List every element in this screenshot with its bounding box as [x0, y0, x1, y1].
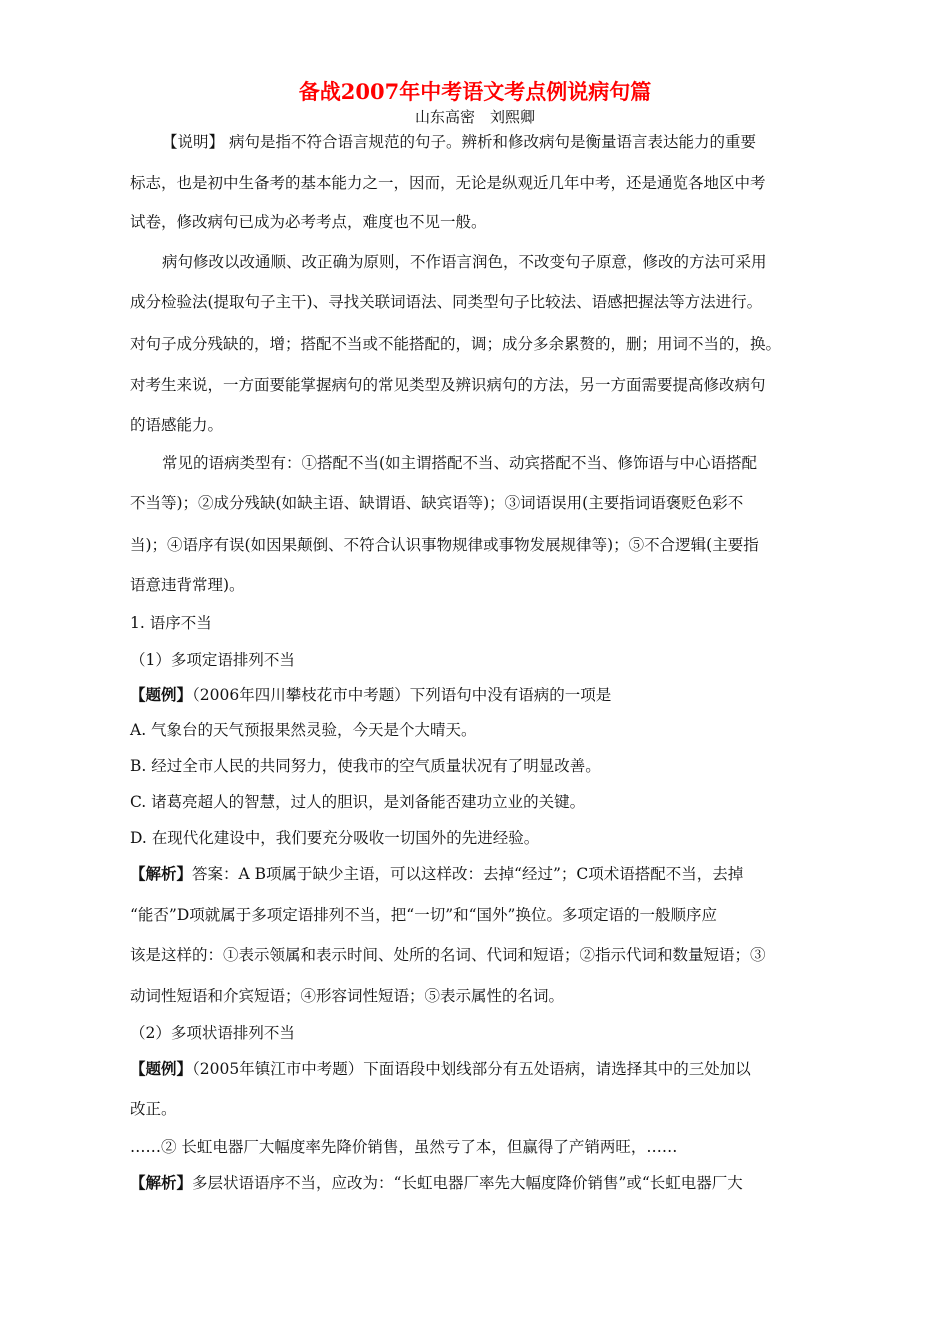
- option-a: A. 气象台的天气预报果然灵验，今天是个大晴天。: [130, 721, 477, 739]
- para2-line-1: 病句修改以改通顺、改正确为原则，不作语言润色，不改变句子原意，修改的方法可采用: [162, 253, 767, 271]
- subsection-heading-2: （2）多项状语排列不当: [130, 1024, 295, 1042]
- option-c: C. 诸葛亮超人的智慧，过人的胆识，是刘备能否建功立业的关键。: [130, 793, 586, 811]
- para2-line-5: 的语感能力。: [130, 416, 224, 434]
- example-1-text: （2006年四川攀枝花市中考题）下列语句中没有语病的一项是: [192, 686, 612, 704]
- subsection-heading-1: （1）多项定语排列不当: [130, 651, 295, 669]
- section-heading-1: 1. 语序不当: [130, 614, 212, 632]
- analysis-1-text: 答案：A B项属于缺少主语，可以这样改：去掉“经过”；C项术语搭配不当，去掉: [192, 865, 744, 883]
- option-b: B. 经过全市人民的共同努力，使我市的空气质量状况有了明显改善。: [130, 757, 601, 775]
- para3-line-4: 语意违背常理)。: [130, 576, 245, 594]
- para2-line-4: 对考生来说，一方面要能掌握病句的常见类型及辨识病句的方法，另一方面需要提高修改病句: [130, 376, 766, 394]
- intro-line-1: [162, 131, 756, 153]
- author-line: 山东高密 刘熙卿: [414, 108, 535, 126]
- analysis-2-line: [130, 1172, 743, 1194]
- analysis-1-label: 【解析】: [130, 864, 193, 883]
- para2-line-3: 对句子成分残缺的，增；搭配不当或不能搭配的，调；成分多余累赘的，删；用词不当的，换。: [130, 335, 782, 353]
- para3-line-1: 常见的语病类型有：①搭配不当(如主谓搭配不当、动宾搭配不当、修饰语与中心语搭配: [162, 454, 758, 472]
- example-1-label: 【题例】: [130, 685, 193, 704]
- excerpt-line: ……② 长虹电器厂大幅度率先降价销售，虽然亏了本，但赢得了产销两旺，……: [130, 1138, 678, 1156]
- example-1-line: [130, 684, 611, 706]
- para3-line-2: 不当等)；②成分残缺(如缺主语、缺谓语、缺宾语等)；③词语误用(主要指词语褒贬色彩不: [130, 494, 744, 512]
- analysis-1-line-4: 动词性短语和介宾短语；④形容词性短语；⑤表示属性的名词。: [130, 987, 565, 1005]
- para2-line-2: 成分检验法(提取句子主干)、寻找关联词语法、同类型句子比较法、语感把握法等方法进行。: [130, 293, 763, 311]
- analysis-2-text: 多层状语语序不当，应改为：“长虹电器厂率先大幅度降价销售”或“长虹电器厂大: [192, 1174, 743, 1192]
- option-d: D. 在现代化建设中，我们要充分吸收一切国外的先进经验。: [130, 829, 540, 847]
- analysis-1-line-2: “能否”D项就属于多项定语排列不当，把“一切”和“国外”换位。多项定语的一般顺序应: [130, 906, 717, 924]
- analysis-1-line-1: [130, 863, 743, 885]
- analysis-2-label: 【解析】: [130, 1173, 193, 1192]
- analysis-1-line-3: 该是这样的：①表示领属和表示时间、处所的名词、代词和短语；②指示代词和数量短语；③: [130, 946, 766, 964]
- intro-label: 【说明】: [162, 133, 225, 151]
- intro-text-1: 病句是指不符合语言规范的句子。辨析和修改病句是衡量语言表达能力的重要: [224, 133, 756, 151]
- example-2-continuation: 改正。: [130, 1100, 177, 1118]
- intro-line-3: 试卷，修改病句已成为必考考点，难度也不见一般。: [130, 213, 487, 231]
- intro-line-2: 标志，也是初中生备考的基本能力之一，因而，无论是纵观近几年中考，还是通览各地区中考: [130, 174, 766, 192]
- example-2-text: （2005年镇江市中考题）下面语段中划线部分有五处语病，请选择其中的三处加以: [192, 1060, 751, 1078]
- example-2-line: [130, 1058, 751, 1080]
- para3-line-3: 当)；④语序有误(如因果颠倒、不符合认识事物规律或事物发展规律等)；⑤不合逻辑(主要指: [130, 536, 759, 554]
- document-title: 备战2007年中考语文考点例说病句篇: [298, 79, 652, 104]
- example-2-label: 【题例】: [130, 1059, 193, 1078]
